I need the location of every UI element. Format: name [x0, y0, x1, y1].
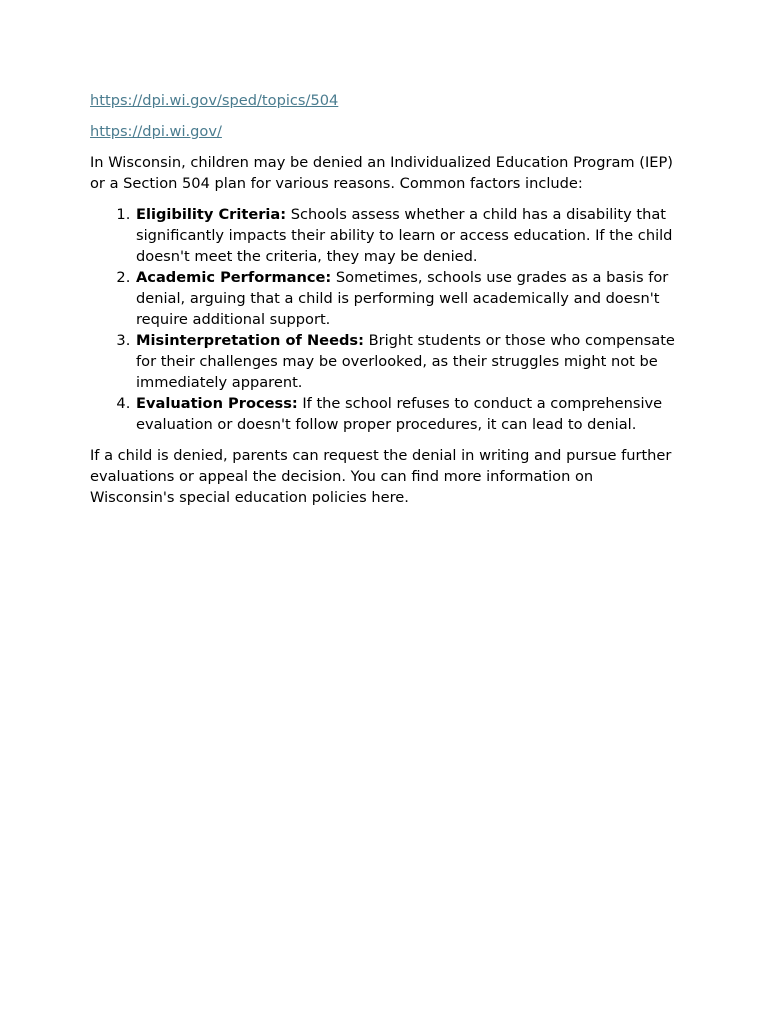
factor-text: Bright students or those who compensate for their challenges may be overlooked, as their struggles might not be immediately apparent. [136, 332, 675, 391]
list-item [135, 393, 678, 435]
factors-list [90, 204, 678, 435]
outro-paragraph: If a child is denied, parents can request the denial in writing and pursue further evaluations or appeal the decision. You can find more information on Wisconsin's special education policies here. [90, 447, 672, 506]
list-item [135, 267, 678, 330]
factor-text: Schools assess whether a child has a disability that significantly impacts their ability to learn or access education. If the child doesn't meet the criteria, they may be denied. [136, 206, 673, 265]
link-dpi-504[interactable]: https://dpi.wi.gov/sped/topics/504 [90, 92, 339, 109]
factor-title: Evaluation Process: [136, 395, 298, 412]
intro-paragraph: In Wisconsin, children may be denied an Individualized Education Program (IEP) or a Section 504 plan for various reasons. Common factors include: [90, 154, 674, 192]
link-paragraph-2 [90, 121, 678, 142]
factor-text: Sometimes, schools use grades as a basis for denial, arguing that a child is performing well academically and doesn't require additional support. [136, 269, 669, 328]
factor-title: Eligibility Criteria: [136, 206, 287, 223]
factor-title: Misinterpretation of Needs: [136, 332, 364, 349]
link-dpi-home[interactable]: https://dpi.wi.gov/ [90, 123, 222, 140]
link-paragraph-1 [90, 90, 678, 111]
list-item [135, 330, 678, 393]
factor-text: If the school refuses to conduct a comprehensive evaluation or doesn't follow proper procedures, it can lead to denial. [136, 395, 663, 433]
list-item [135, 204, 678, 267]
factor-title: Academic Performance: [136, 269, 332, 286]
